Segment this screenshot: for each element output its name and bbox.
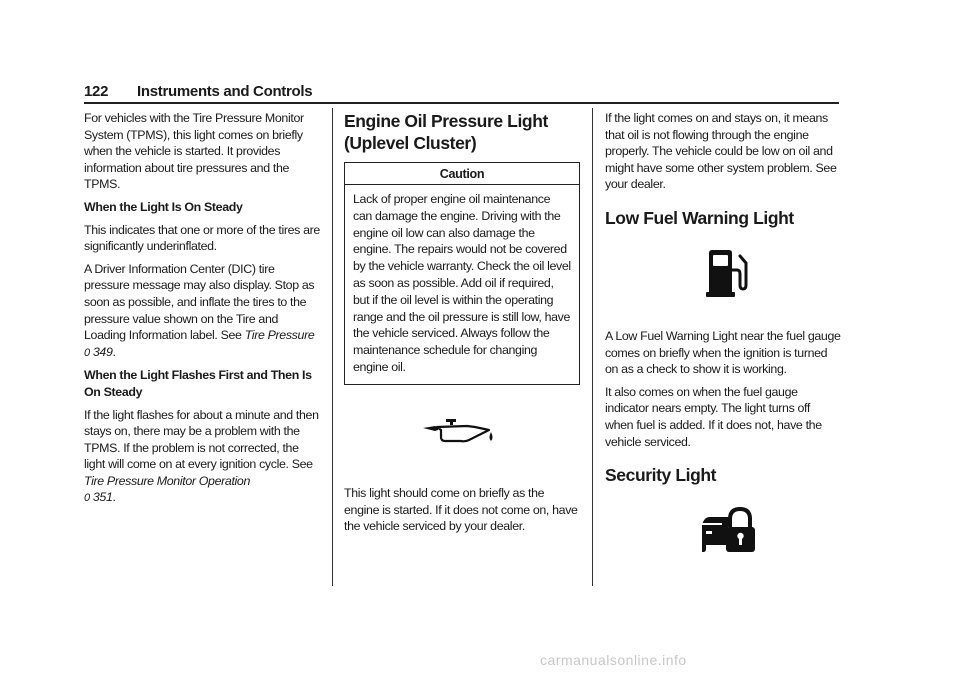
dic-xref-link[interactable]: Tire Pressure — [244, 328, 315, 343]
column-2 — [344, 110, 580, 385]
header-rule — [84, 102, 839, 104]
flash-xref-link[interactable]: Tire Pressure Monitor Operation — [84, 473, 251, 488]
flash-paragraph: If the light flashes for about a minute and then stays on, there may be a problem with the TPMS. If the problem is not corrected, the light will come on at every ignition cycle. See Tire Pressure Monitor Operation 0 351. — [84, 407, 319, 505]
oil-can-icon — [421, 418, 499, 452]
oil-continued-text: If the light comes on and stays on, it means that oil is not flowing through the engine properly. The vehicle could be low on oil and might have some other system problem. See your dealer. — [605, 111, 837, 192]
column-divider-2 — [592, 108, 593, 586]
tpms-intro: For vehicles with the Tire Pressure Monitor System (TPMS), this light comes on briefly when the vehicle is started. It provides information about tire pressures and the TPMS. — [84, 111, 304, 192]
watermark: carmanualsonline.info — [540, 652, 687, 668]
dic-xref-page[interactable]: 349 — [92, 344, 113, 359]
column-1 — [84, 110, 322, 513]
steady-text: This indicates that one or more of the tires are significantly underinflated. — [84, 222, 320, 254]
dic-paragraph: A Driver Information Center (DIC) tire pressure message may also display. Stop as soon as possible, and inflate the tires to the pressure value shown on the Tire and Loading Information label. See Tire Pressure 0 349. — [84, 261, 315, 359]
dic-text: A Driver Information Center (DIC) tire pressure message may also display. Stop as soon as possible, and inflate the tires to the pressure value shown on the Tire and Loading Information label. See — [84, 261, 315, 343]
page-header — [84, 83, 839, 103]
low-fuel-text-block — [605, 328, 841, 486]
oil-light-text: This light should come on briefly as the engine is started. If it does not come on, have the vehicle serviced by your dealer. — [344, 486, 578, 534]
section-title: Instruments and Controls — [137, 83, 313, 100]
steady-heading: When the Light Is On Steady — [84, 199, 243, 214]
xref-arrow-icon: 0 — [84, 346, 90, 359]
low-fuel-heading: Low Fuel Warning Light — [605, 207, 794, 228]
security-heading: Security Light — [605, 465, 717, 486]
caution-title: Caution — [345, 163, 579, 185]
column-3 — [605, 110, 841, 229]
oil-pressure-heading: Engine Oil Pressure Light (Uplevel Cluster) — [344, 111, 548, 153]
flash-text: If the light flashes for about a minute and then stays on, there may be a problem with the TPMS. If the problem is not corrected, the light will come on at every ignition cycle. See — [84, 407, 319, 472]
fuel-pump-icon — [703, 249, 749, 299]
oil-light-text-block — [344, 485, 580, 541]
xref-arrow-icon: 0 — [84, 492, 90, 505]
caution-box — [344, 162, 580, 385]
car-padlock-icon — [700, 505, 756, 555]
caution-text: Lack of proper engine oil maintenance can damage the engine. Driving with the engine oil low can also damage the engine. The repairs would not be covered by the vehicle warranty. Check the oil level as soon as possible. Add oil if required, but if the oil level is within the operating range and the oil pressure is still low, have the vehicle serviced. Always follow the maintenance schedule for changing engine oil. — [353, 192, 571, 374]
flash-heading: When the Light Flashes First and Then Is On Steady — [84, 368, 312, 399]
flash-xref-page[interactable]: 351 — [92, 490, 113, 505]
column-divider-1 — [332, 108, 333, 586]
low-fuel-text-2: It also comes on when the fuel gauge indicator nears empty. The light turns off when fuel is added. If it does not, have the vehicle serviced. — [605, 384, 822, 449]
page-number: 122 — [84, 83, 109, 100]
low-fuel-text-1: A Low Fuel Warning Light near the fuel gauge comes on briefly when the ignition is turned on as a check to show it is working. — [605, 329, 841, 377]
